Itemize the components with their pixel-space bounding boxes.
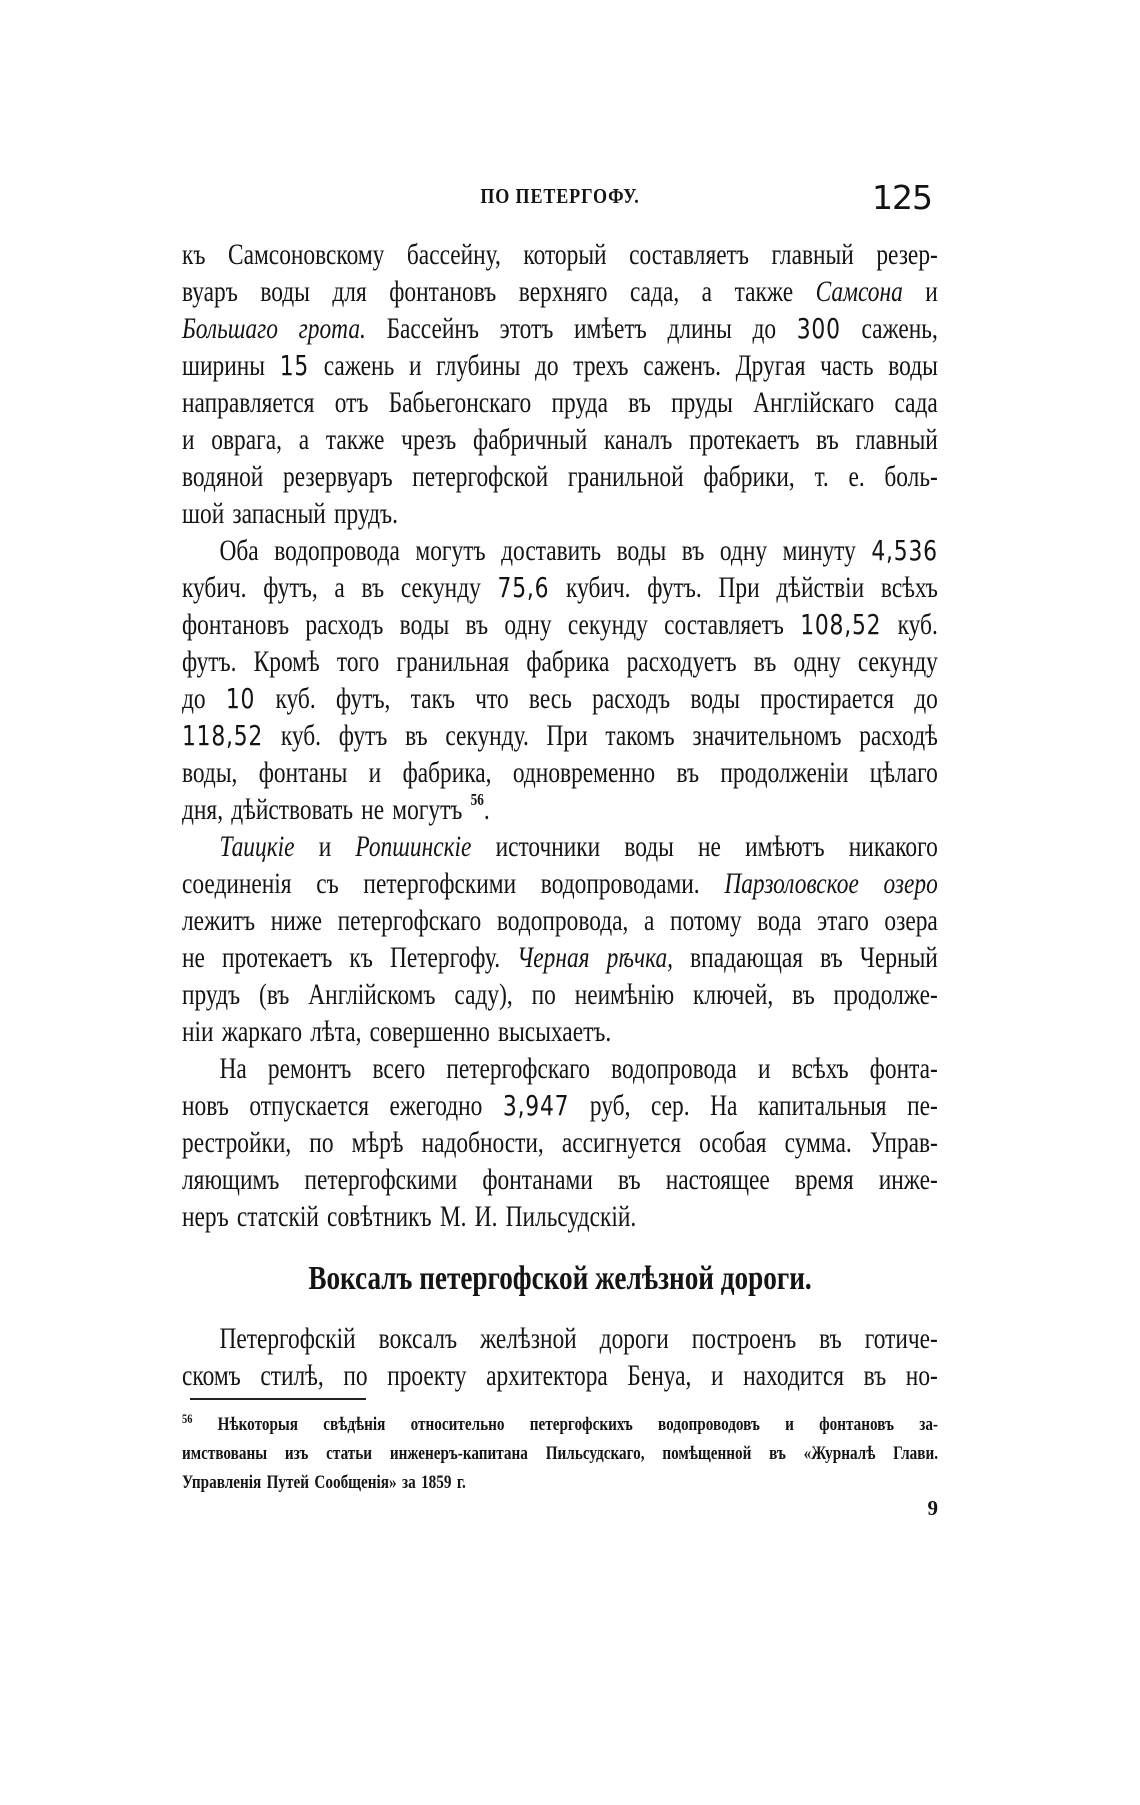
text-line: Таицкіе и Ропшинскіе источники воды не имѣютъ никакого bbox=[219, 830, 938, 863]
text-line: дня, дѣйствовать не могутъ $^{56}$. bbox=[182, 790, 490, 826]
text-line: Оба водопровода могутъ доставить воды въ одну минуту 4,536 bbox=[219, 534, 938, 567]
running-title: ПО ПЕТЕРГОФУ. bbox=[480, 184, 640, 208]
footnote-divider bbox=[190, 1398, 366, 1400]
footnote-line: $^{56}$ Нѣкоторыя свѣдѣнія относительно петергофскихъ водопроводовъ и фонтановъ за- bbox=[182, 1411, 938, 1435]
text-line: скомъ стилѣ, по проекту архитектора Бенуа, и находится въ но- bbox=[182, 1359, 938, 1392]
footnote-line: имствованы изъ статьи инженеръ-капитана Пильсудскаго, помѣщенной въ «Журналѣ Глави. bbox=[182, 1443, 938, 1464]
text-line: Петергофскій воксалъ желѣзной дороги построенъ въ готиче- bbox=[219, 1322, 938, 1355]
text-line: направляется отъ Бабьегонскаго пруда въ пруды Англійскаго сада bbox=[182, 386, 938, 419]
text-line: шой запасный прудъ. bbox=[182, 497, 399, 530]
text-line: футъ. Кромѣ того гранильная фабрика расходуетъ въ одну секунду bbox=[182, 645, 938, 678]
text-line: водяной резервуаръ петергофской гранильной фабрики, т. е. боль- bbox=[182, 460, 938, 493]
page-header bbox=[182, 178, 938, 218]
text-line: На ремонтъ всего петергофскаго водопровода и всѣхъ фонта- bbox=[219, 1052, 938, 1085]
text-line: къ Самсоновскому бассейну, который составляетъ главный резер- bbox=[182, 238, 938, 271]
text-line: ляющимъ петергофскими фонтанами въ настоящее время инже- bbox=[182, 1163, 938, 1196]
text-line: новъ отпускается ежегодно 3,947 руб, сер. На капитальныя пе- bbox=[182, 1089, 938, 1122]
footnote-line: Управленія Путей Сообщенія» за 1859 г. bbox=[182, 1472, 466, 1493]
footnote bbox=[182, 1410, 938, 1497]
text-line: неръ статскій совѣтникъ М. И. Пильсудскій. bbox=[182, 1200, 637, 1233]
text-line: кубич. футъ, а въ секунду 75,6 кубич. футъ. При дѣйствіи всѣхъ bbox=[182, 571, 938, 604]
text-line: вуаръ воды для фонтановъ верхняго сада, а также Самсона и bbox=[182, 275, 938, 308]
text-line: не протекаетъ къ Петергофу. Черная рѣчка, впадающая въ Черный bbox=[182, 941, 938, 974]
text-line: и оврага, а также чрезъ фабричный каналъ протекаетъ въ главный bbox=[182, 423, 938, 456]
text-line: ширины 15 сажень и глубины до трехъ саженъ. Другая часть воды bbox=[182, 349, 938, 382]
text-line: прудъ (въ Англійскомъ саду), по неимѣнію ключей, въ продолже- bbox=[182, 978, 938, 1011]
text-line: 118,52 куб. футъ въ секунду. При такомъ значительномъ расходѣ bbox=[182, 719, 938, 752]
text-line: соединенія съ петергофскими водопроводами. Парзоловское озеро bbox=[182, 867, 938, 900]
section-text bbox=[182, 1320, 938, 1394]
text-line: лежитъ ниже петергофскаго водопровода, а потому вода этаго озера bbox=[182, 904, 938, 937]
text-line: фонтановъ расходъ воды въ одну секунду составляетъ 108,52 куб. bbox=[182, 608, 938, 641]
footnote-mark: 56 bbox=[182, 1411, 193, 1426]
footnote-reference: 56 bbox=[470, 790, 484, 809]
main-text bbox=[182, 236, 938, 1235]
text-line: рестройки, по мѣрѣ надобности, ассигнуется особая сумма. Управ- bbox=[182, 1126, 938, 1159]
text-line: ніи жаркаго лѣта, совершенно высыхаетъ. bbox=[182, 1015, 612, 1048]
text-line: до 10 куб. футъ, такъ что весь расходъ воды простирается до bbox=[182, 682, 938, 715]
section-heading: Воксалъ петергофской желѣзной дороги. bbox=[308, 1260, 812, 1297]
page-number: 125 bbox=[872, 178, 932, 217]
signature-mark: 9 bbox=[927, 1496, 938, 1520]
text-line: Большаго грота. Бассейнъ этотъ имѣетъ длины до 300 сажень, bbox=[182, 312, 938, 345]
text-line: воды, фонтаны и фабрика, одновременно въ продолженіи цѣлаго bbox=[182, 756, 938, 789]
